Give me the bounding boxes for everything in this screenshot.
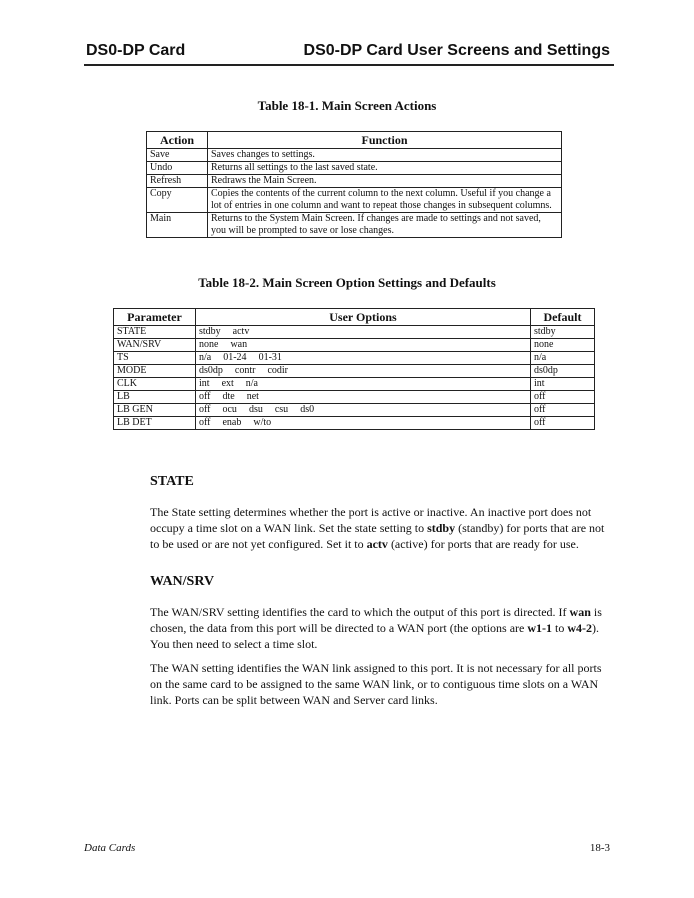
parameter-cell: TS xyxy=(114,352,196,365)
action-cell: Save xyxy=(147,149,208,162)
options-cell xyxy=(196,352,531,365)
table-row xyxy=(114,378,595,391)
header-card-name: DS0-DP Card xyxy=(86,42,186,59)
state-keyword-actv: actv xyxy=(366,537,388,551)
table-row xyxy=(114,326,595,339)
options-cell xyxy=(196,417,531,430)
option-value: ds0dp xyxy=(199,365,223,376)
table-row xyxy=(147,188,562,213)
wansrv-keyword-w4-2: w4-2 xyxy=(567,621,593,635)
function-cell: Redraws the Main Screen. xyxy=(208,175,562,188)
state-text: (standby) for ports that are not to be used or are not yet configured. Set it to xyxy=(150,521,605,551)
option-value: int xyxy=(199,378,210,389)
options-cell xyxy=(196,378,531,391)
wansrv-paragraph-2: The WAN setting identifies the WAN link assigned to this port. It is not necessary for all ports on the same card to be assigned to the same WAN link, or to contiguous time slots on a WAN link. Ports can be split between WAN and Server card links. xyxy=(150,661,602,707)
column-header-action: Action xyxy=(147,132,208,149)
wansrv-heading: WAN/SRV xyxy=(150,574,215,589)
option-value: contr xyxy=(234,365,256,376)
option-value: none xyxy=(199,339,219,350)
table-row xyxy=(114,352,595,365)
table-header-row xyxy=(147,132,562,149)
option-value: 01-31 xyxy=(258,352,282,363)
parameter-cell: MODE xyxy=(114,365,196,378)
table-row xyxy=(114,404,595,417)
option-value: off xyxy=(199,404,211,415)
state-paragraph xyxy=(150,504,615,552)
wansrv-paragraph-1 xyxy=(150,604,615,652)
wansrv-keyword-wan: wan xyxy=(569,605,591,619)
wansrv-text: ). You then need to select a time slot. xyxy=(150,621,600,651)
table1-caption: Table 18-1. Main Screen Actions xyxy=(257,98,437,113)
action-cell: Copy xyxy=(147,188,208,213)
option-value: codir xyxy=(267,365,288,376)
table-row xyxy=(147,149,562,162)
table2-caption: Table 18-2. Main Screen Option Settings and Defaults xyxy=(198,275,496,290)
parameter-cell: LB DET xyxy=(114,417,196,430)
column-header-user-options: User Options xyxy=(196,309,531,326)
default-cell: ds0dp xyxy=(531,365,595,378)
function-cell: Returns to the System Main Screen. If changes are made to settings and not saved, you will be prompted to save or lose changes. xyxy=(208,213,562,238)
wansrv-text: is chosen, the data from this port will be directed to a WAN port (the options are xyxy=(150,605,602,635)
table-row xyxy=(114,417,595,430)
parameter-cell: LB xyxy=(114,391,196,404)
default-cell: stdby xyxy=(531,326,595,339)
options-cell xyxy=(196,404,531,417)
header-section-title: DS0-DP Card User Screens and Settings xyxy=(303,42,610,59)
parameter-cell: STATE xyxy=(114,326,196,339)
table-header-row xyxy=(114,309,595,326)
options-cell xyxy=(196,391,531,404)
option-value: off xyxy=(199,391,211,402)
parameter-cell: WAN/SRV xyxy=(114,339,196,352)
wansrv-keyword-w1-1: w1-1 xyxy=(527,621,553,635)
state-text: (active) for ports that are ready for use. xyxy=(387,537,579,551)
option-value: dsu xyxy=(248,404,263,415)
option-value: dte xyxy=(222,391,235,402)
default-cell: off xyxy=(531,417,595,430)
option-value: 01-24 xyxy=(223,352,247,363)
default-cell: off xyxy=(531,391,595,404)
option-value: ocu xyxy=(222,404,237,415)
state-heading: STATE xyxy=(150,474,194,489)
action-cell: Refresh xyxy=(147,175,208,188)
option-value: ds0 xyxy=(300,404,315,415)
table-row xyxy=(147,162,562,175)
function-cell: Saves changes to settings. xyxy=(208,149,562,162)
options-cell xyxy=(196,339,531,352)
state-keyword-stdby: stdby xyxy=(427,521,456,535)
action-cell: Undo xyxy=(147,162,208,175)
option-value: n/a xyxy=(245,378,258,389)
action-cell: Main xyxy=(147,213,208,238)
option-value: csu xyxy=(274,404,289,415)
option-value: wan xyxy=(230,339,248,350)
column-header-function: Function xyxy=(208,132,562,149)
main-screen-actions-table xyxy=(146,131,562,238)
table-row xyxy=(114,391,595,404)
option-value: actv xyxy=(232,326,250,337)
options-cell xyxy=(196,365,531,378)
page-header xyxy=(84,40,614,66)
default-cell: n/a xyxy=(531,352,595,365)
option-settings-table xyxy=(113,308,595,430)
option-value: n/a xyxy=(199,352,212,363)
option-value: w/to xyxy=(253,417,272,428)
default-cell: int xyxy=(531,378,595,391)
column-header-parameter: Parameter xyxy=(114,309,196,326)
parameter-cell: LB GEN xyxy=(114,404,196,417)
footer-book-title: Data Cards xyxy=(84,842,136,854)
table-row xyxy=(147,175,562,188)
footer-page-number: 18-3 xyxy=(589,842,610,854)
table-row xyxy=(114,339,595,352)
option-value: ext xyxy=(221,378,234,389)
state-text: The State setting determines whether the port is active or inactive. An inactive port does not occupy a time slot on a WAN link. Set the state setting to xyxy=(150,505,592,535)
wansrv-text: to xyxy=(552,621,568,635)
option-value: stdby xyxy=(199,326,221,337)
option-value: enab xyxy=(222,417,242,428)
table-row xyxy=(147,213,562,238)
parameter-cell: CLK xyxy=(114,378,196,391)
option-value: net xyxy=(246,391,259,402)
function-cell: Returns all settings to the last saved state. xyxy=(208,162,562,175)
table-row xyxy=(114,365,595,378)
options-cell xyxy=(196,326,531,339)
function-cell: Copies the contents of the current column to the next column. Useful if you change a lot of entries in one column and want to repeat those changes in subsequent columns. xyxy=(208,188,562,213)
default-cell: off xyxy=(531,404,595,417)
default-cell: none xyxy=(531,339,595,352)
wansrv-text: The WAN/SRV setting identifies the card to which the output of this port is directed. If xyxy=(150,605,570,619)
option-value: off xyxy=(199,417,211,428)
column-header-default: Default xyxy=(531,309,595,326)
